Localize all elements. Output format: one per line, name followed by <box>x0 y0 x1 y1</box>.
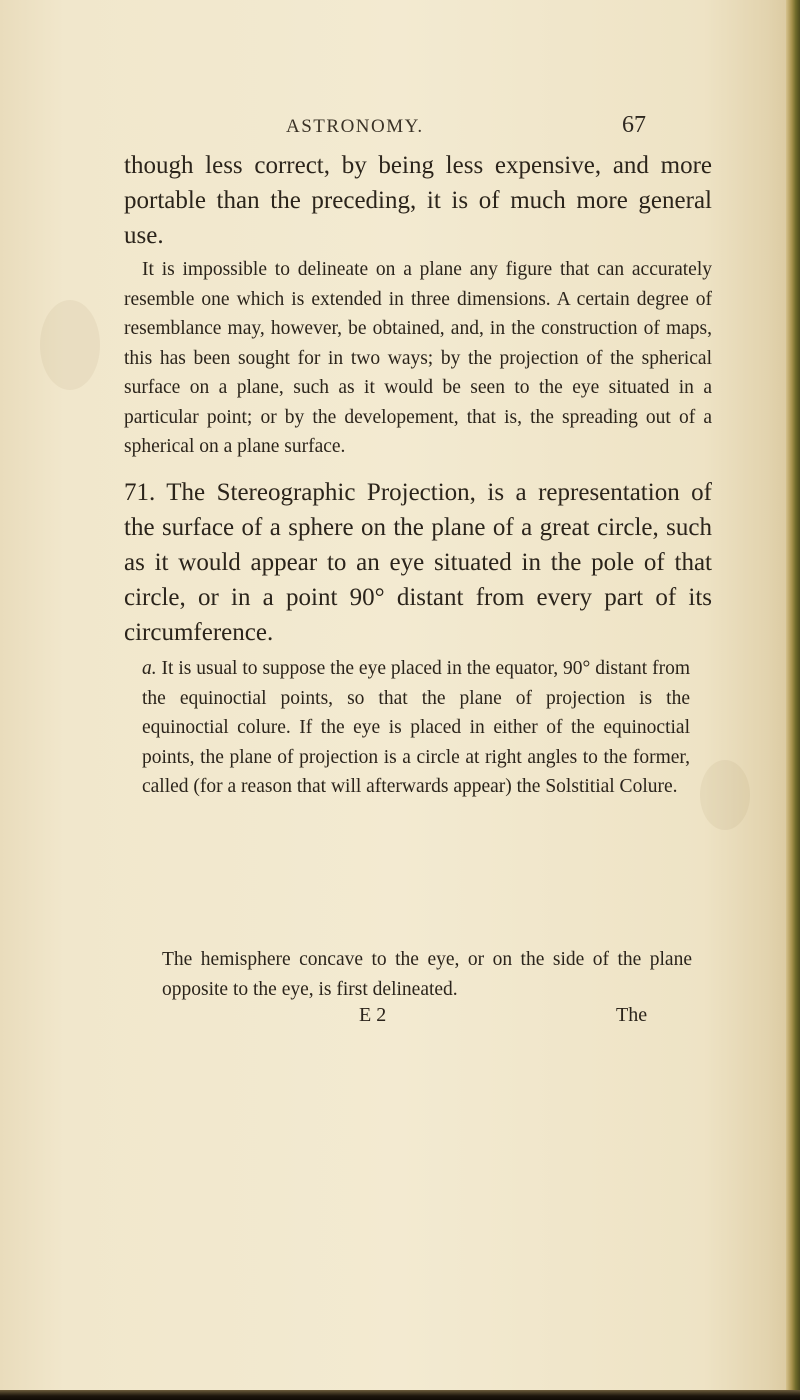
running-head: ASTRONOMY. <box>286 116 424 137</box>
page-number: 67 <box>622 112 646 138</box>
paragraph-projection-intro: It is impossible to delineate on a plane any figure that can accurately resemble one which is extended in three dimensions. A certain degree of resemblance may, however, be obtained, and, in the construction of maps, this has been sought for in two ways; by the projection of the spherical surface on a plane, such as it would be seen to the eye situated in a particular point; or by the developement, that is, the spreading out of a spherical on a plane surface. <box>124 259 712 457</box>
catchword: The <box>616 1004 648 1026</box>
paragraph-label: a. <box>142 658 157 679</box>
page-edge-bottom <box>0 1390 800 1400</box>
page-edge-right <box>786 0 800 1392</box>
paragraph-eye-position <box>142 654 690 802</box>
paper-stain <box>40 300 100 390</box>
page-footer <box>0 1004 800 1034</box>
paragraph-eye-position-text: It is usual to suppose the eye placed in the equator, 90° distant from the equinoctial points, so that the plane of projection is the equinoctial colure. If the eye is placed in either of the equinoctial points, the plane of projection is a circle at right angles to the former, called (for a reason that will afterwards appear) the Solstitial Colure. <box>142 658 691 797</box>
paragraph-continuation: though less correct, by being less expensive, and more portable than the preceding, it is of much more general use. <box>124 152 712 249</box>
paragraph-stereographic-projection: 71. The Stereographic Projection, is a representation of the surface of a sphere on the plane of a great circle, such as it would appear to an eye situated in the pole of that circle, or in a point 90° distant from every part of its circumference. <box>124 479 712 646</box>
paragraph-hemisphere: The hemisphere concave to the eye, or on the side of the plane opposite to the eye, is first delineated. <box>162 949 692 1000</box>
page-header <box>0 112 800 142</box>
paper-stain <box>700 760 750 830</box>
signature-mark: E 2 <box>359 1004 387 1026</box>
